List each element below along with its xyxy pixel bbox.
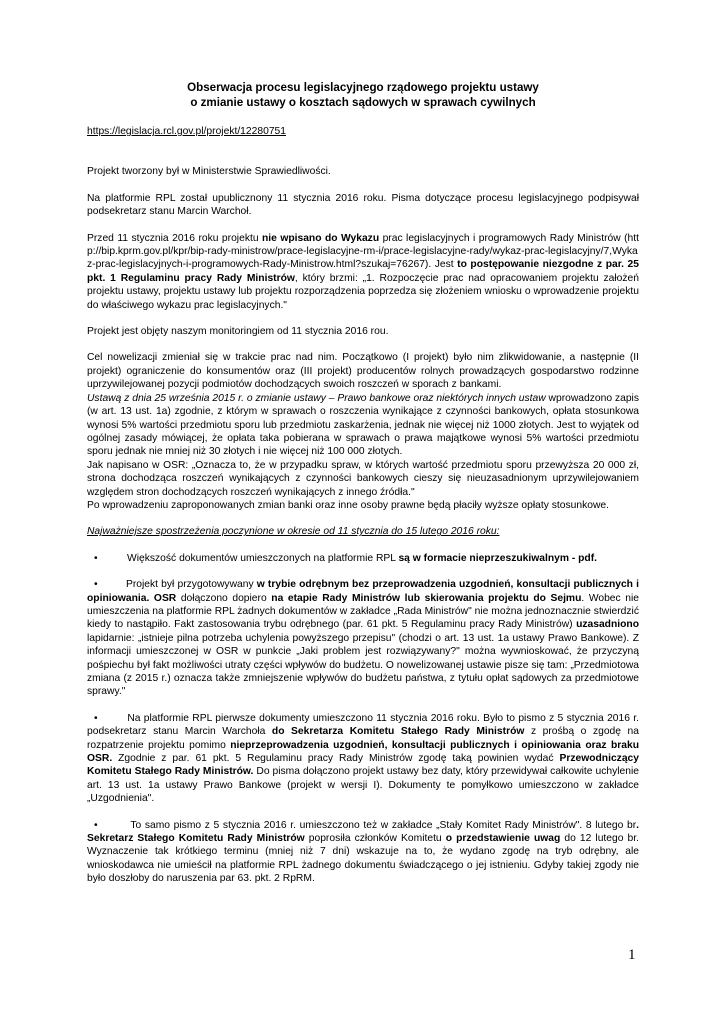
bold-span: nieprzeprowadzenia uzgodnień, konsultacji publicznych i opiniowania oraz braku OSR. xyxy=(87,739,639,765)
text-span: poprosiła członków Komitetu xyxy=(304,833,446,845)
text-span: Na platformie RPL pierwsze dokumenty umieszczono 11 stycznia 2016 roku. Było to pismo z 5 stycznia 2016 r. podsekretarz stanu Marcin Warchoła xyxy=(87,712,639,738)
bold-span: uzasadniono xyxy=(576,619,639,631)
paragraph-ustawa xyxy=(87,392,639,459)
bullet-item-1 xyxy=(87,552,639,565)
text-span: ). Jest xyxy=(424,259,458,271)
document-title-line2: o zmianie ustawy o kosztach sądowych w sprawach cywilnych xyxy=(190,96,536,109)
wykaz-url-link[interactable]: http://bip.kprm.gov.pl/kpr/bip-rady-ministrow/prace-legislacyjne-rm-i/prace-legislacyjne-rady/wykaz-prac-legislacyjny/7,Wykaz-prac-legislacyjnych-i-programowych-Rady-Ministrow.html?szukaj=76267 xyxy=(87,232,639,271)
paragraph-po: Po wprowadzeniu zaproponowanych zmian banki oraz inne osoby prawne będą płaciły wyższe opłaty stosunkowe. xyxy=(87,499,610,511)
bold-span: to postępowanie niezgodne z par. 25 pkt. 1 Regulaminu pracy Rady Ministrów xyxy=(87,259,639,284)
paragraph-wykaz xyxy=(87,232,639,312)
document-body xyxy=(87,80,639,886)
bullet-item-4 xyxy=(87,819,639,886)
observations-heading: Najważniejsze spostrzeżenia poczynione w okresie od 11 stycznia do 15 lutego 2016 roku: xyxy=(87,526,500,538)
bold-span: w trybie odrębnym bez przeprowadzenia uzgodnień, konsultacji publicznych i opiniowania. OSR xyxy=(87,579,639,604)
bullet-icon: • xyxy=(94,552,98,564)
paragraph-osr: Jak napisano w OSR: „Oznacza to, że w przypadku spraw, w których wartość przedmiotu sporu przewyższa 20 000 zł, strona dochodząca roszczeń wynikających z czynności bankowych cieszy się nieuzasadnionym uprzywilejowaniem względem stron dochodzących roszczeń wynikających z innego źródła." xyxy=(87,459,639,498)
text-span: , który brzmi: „1. Rozpoczęcie prac nad opracowaniem projektu założeń projektu ustawy, projektu ustawy lub projektu rozporządzenia poprzedza się złożeniem wniosku o wprowadzenie projektu do właściwego wykazu prac legislacyjnych." xyxy=(87,272,640,311)
text-span: wprowadzono zapis (w art. 13 ust. 1a) zgodnie, z którym w sprawach o roszczenia wynikające z czynności bankowych, opłata stosunkowa wynosi 5% wartości przedmiotu sporu lub przedmiotu zaskarżenia, jednak nie więcej niż 1000 złotych. Jest to wyjątek od ogólnej zasady mówiącej, że opłata taka pobierana w sprawach o prawa majątkowe wynosi 5% wartości przedmiotu sporu jednak nie mniej niż 30 złotych i nie więcej niż 100 000 złotych. xyxy=(87,392,639,458)
text-span: . Wobec nie umieszczenia na platformie RPL żadnych dokumentów w zakładce „Rada Ministrów" nie można jednoznacznie stwierdzić kiedy to nastąpiło. Fakt zastosowania trybu odrębnego (par. 61 pkt. 5 Regulaminu pracy Rady Ministrów) xyxy=(87,592,640,631)
text-span: Przed 11 stycznia 2016 roku projektu xyxy=(87,232,262,244)
text-span: z prośbą o zgodę na rozpatrzenie projektu pomimo xyxy=(87,726,640,751)
paragraph-cel: Cel nowelizacji zmieniał się w trakcie prac nad nim. Początkowo (I projekt) było nim zlikwidowanie, a następnie (II projekt) ograniczenie do konsumentów oraz (III projekt) producentów rolnych prowadzących gospodarstwo rodzinne uprzywilejowanej pozycji podmiotów dochodzących swoich roszczeń w sporach z bankami. xyxy=(87,352,639,391)
bold-span: o przedstawienie uwag xyxy=(445,833,561,845)
document-title-line1: Obserwacja procesu legislacyjnego rządowego projektu ustawy xyxy=(187,81,539,94)
text-span: prac legislacyjnych i programowych Rady Ministrów ( xyxy=(379,232,628,244)
bold-span: nie wpisano do Wykazu xyxy=(262,232,380,244)
bullet-item-3 xyxy=(87,712,639,806)
text-span: Projekt był przygotowywany xyxy=(125,579,257,591)
text-span: Większość dokumentów umieszczonych na platformie RPL xyxy=(127,552,399,564)
bold-span: są w formacie nieprzeszukiwalnym - pdf. xyxy=(398,552,598,564)
text-span: Zgodnie z par. 61 pkt. 5 Regulaminu pracy Rady Ministrów zgodę taką powinien wydać xyxy=(112,753,560,765)
text-span: do 12 lutego br. Wyznaczenie tak krótkiego terminu (mniej niż 7 dni) wskazuje na to, że wydano zgodę na tryb odrębny, ale wnioskodawca nie umieścił na platformie RPL żadnego dokumentu świadczącego o jej istnieniu. Gdyby takiej zgody nie było doszłoby do naruszenia par 63. pkt. 2 RpRM. xyxy=(87,833,639,885)
text-span: dołączono dopiero xyxy=(176,592,272,604)
paragraph-ministry: Projekt tworzony był w Ministerstwie Sprawiedliwości. xyxy=(87,166,331,178)
text-span: Do pisma dołączono projekt ustawy bez daty, który przewidywał całkowite uchylenie art. 13 ust. 1a ustawy Prawo Bankowe (projekt w wersji I). Dokumenty te pomyłkowo umieszczono w zakładce „Uzgodnienia". xyxy=(87,766,639,805)
italic-span: Ustawą z dnia 25 września 2015 r. o zmianie ustawy – Prawo bankowe oraz niektórych innych ustaw xyxy=(87,392,546,404)
bullet-icon: • xyxy=(94,819,98,831)
page-number: 1 xyxy=(628,947,636,963)
text-span: To samo pismo z 5 stycznia 2016 r. umieszczono też w zakładce „Stały Komitet Rady Ministrów". 8 lutego br xyxy=(130,819,637,831)
bullet-icon: • xyxy=(94,712,98,724)
bold-span: do Sekretarza Komitetu Stałego Rady Ministrów xyxy=(271,726,525,738)
bullet-item-2 xyxy=(87,578,639,699)
paragraph-monitoring: Projekt jest objęty naszym monitoringiem od 11 stycznia 2016 rou. xyxy=(87,326,389,338)
bold-span: Przewodniczący Komitetu Stałego Rady Ministrów. xyxy=(87,753,639,778)
source-link[interactable]: https://legislacja.rcl.gov.pl/projekt/12280751 xyxy=(87,126,286,137)
bold-span: . Sekretarz Stałego Komitetu Rady Ministrów xyxy=(87,819,639,845)
bullet-icon: • xyxy=(94,579,98,591)
bold-span: na etapie Rady Ministrów lub skierowania projektu do Sejmu xyxy=(271,592,582,604)
paragraph-rpl: Na platformie RPL został upublicznony 11 stycznia 2016 roku. Pisma dotyczące procesu legislacyjnego podpisywał podsekretarz stanu Marcin Warchoł. xyxy=(87,192,639,218)
text-span: lapidarnie: „istnieje pilna potrzeba uchylenia powyższego przepisu" (chodzi o art. 13 ust. 1a ustawy Prawo Bankowe). Z informacji umieszczonej w OSR w punkcie „Jaki problem jest rozwiązywany?" można wywnioskować, że przyczyną pośpiechu był fakt możliwości utraty części wpływów do budżetu. O nowelizowanej ustawie pisze się tam: „Przedmiotowa zmiana (z 2015 r.) oznacza także zmniejszenie wpływów do budżetu państwa, z tytułu opłat sądowych za przedmiotowe sprawy." xyxy=(87,632,639,698)
